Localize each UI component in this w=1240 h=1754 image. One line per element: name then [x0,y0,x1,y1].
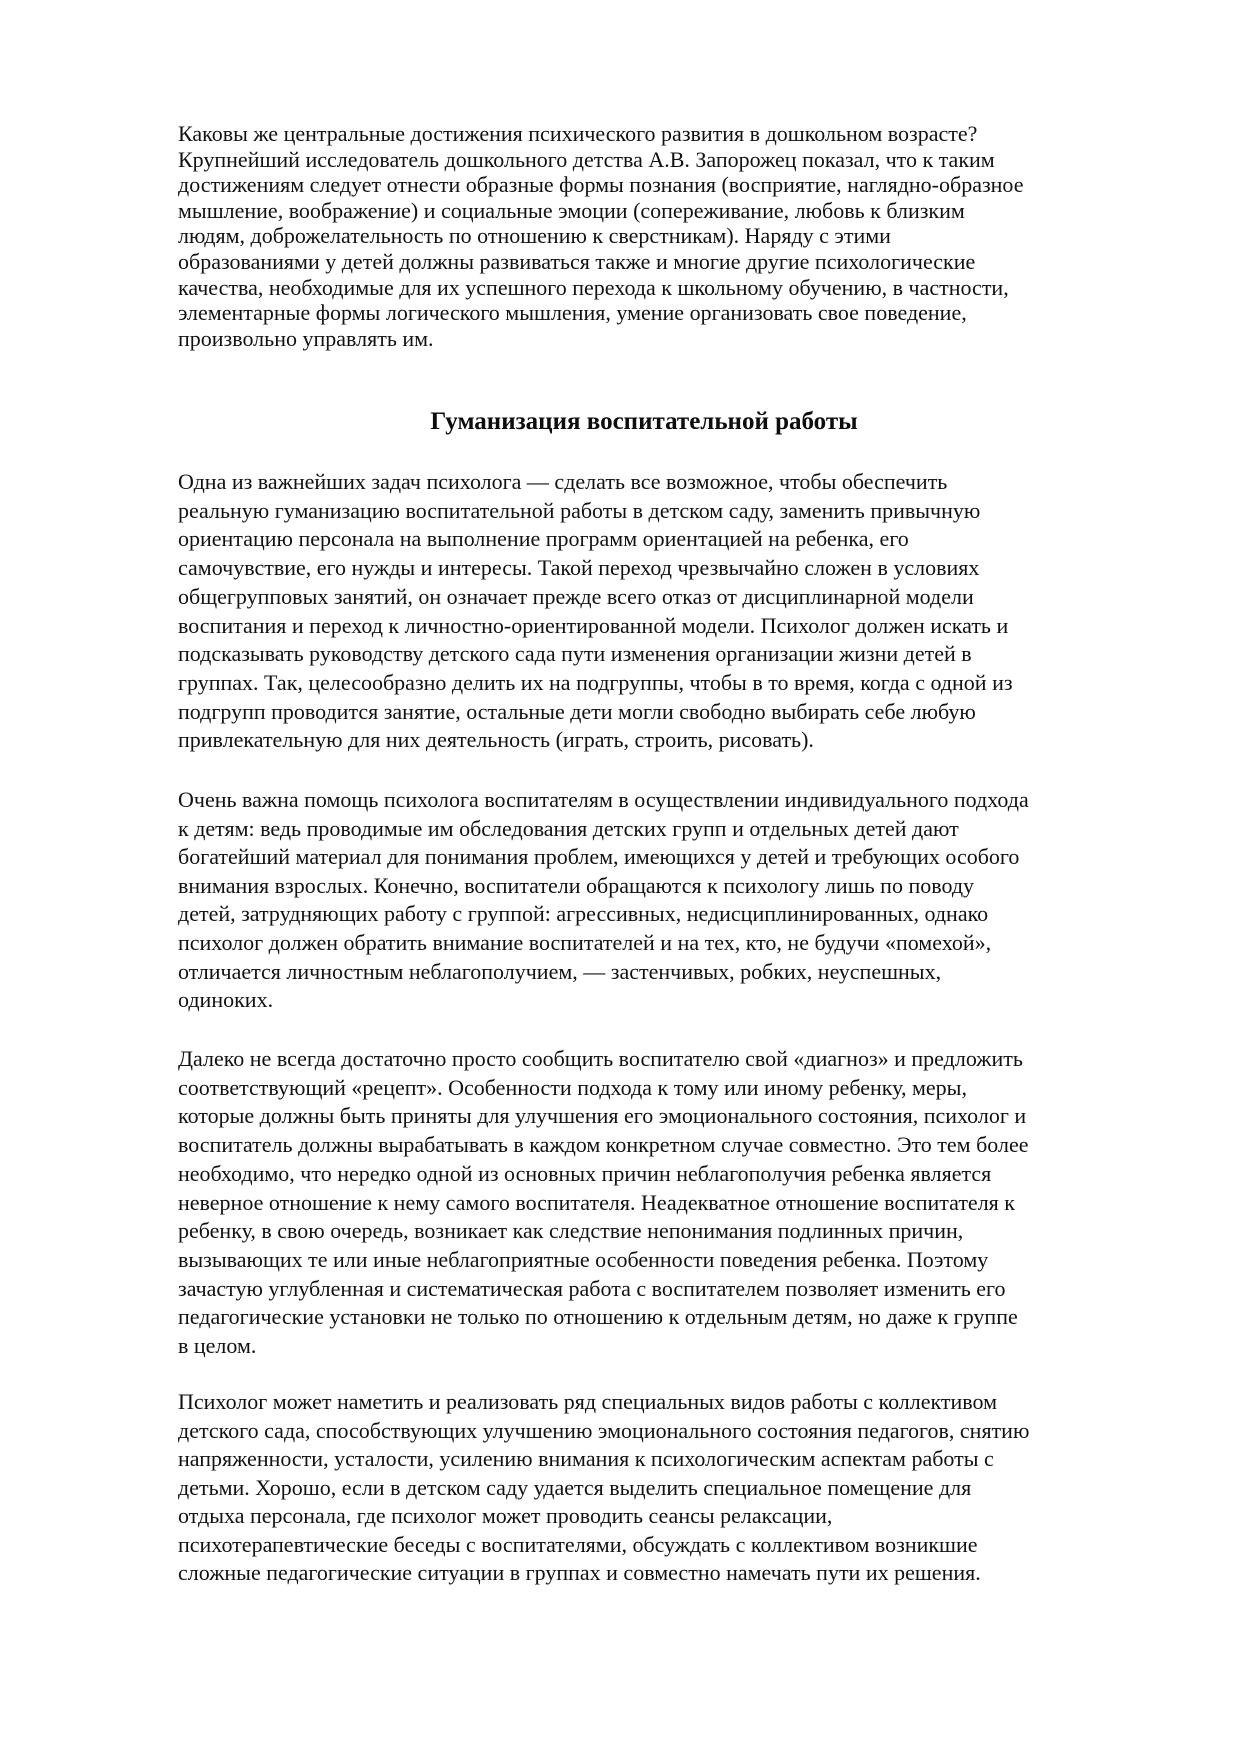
paragraph-staff-work [178,1388,1178,1588]
text-line: педагогические установки не только по отношению к отдельным детям, но даже к группе [178,1304,1018,1330]
text-line: зачастую углубленная и систематическая работа с воспитателем позволяет изменить его [178,1275,1006,1301]
text-line: самочувствие, его нужды и интересы. Такой переход чрезвычайно сложен в условиях [178,555,980,581]
text-line: подгрупп проводится занятие, остальные дети могли свободно выбирать себе любую [178,698,976,724]
section-heading-text: Гуманизация воспитательной работы [430,408,858,435]
text-line: богатейший материал для понимания проблем, имеющихся у детей и требующих особого [178,844,1020,870]
text-line: одиноких. [178,987,274,1013]
paragraph-humanization [178,468,1178,755]
text-line: детьми. Хорошо, если в детском саду удается выделить специальное помещение для [178,1474,972,1500]
text-line: внимания взрослых. Конечно, воспитатели обращаются к психологу лишь по поводу [178,872,975,898]
text-line: детского сада, способствующих улучшению эмоционального состояния педагогов, снятию [178,1417,1030,1443]
text-line: подсказывать руководству детского сада пути изменения организации жизни детей в [178,641,972,667]
text-line: напряженности, усталости, усилению внимания к психологическим аспектам работы с [178,1446,994,1471]
text-line: ребенку, в свою очередь, возникает как следствие непонимания подлинных причин, [178,1218,964,1244]
paragraph-diagnosis-recipe [178,1045,1178,1361]
text-line: которые должны быть приняты для улучшения его эмоционального состояния, психолог и [178,1103,1027,1129]
text-line: общегрупповых занятий, он означает прежде всего отказ от дисциплинарной модели [178,583,974,609]
text-line: воспитания и переход к личностно-ориентированной модели. Психолог должен искать и [178,612,1009,638]
text-line: необходимо, что нередко одной из основных причин неблагополучия ребенка является [178,1160,992,1186]
text-line: людям, доброжелательность по отношению к сверстникам). Наряду с этими [178,223,891,249]
text-line: ориентацию персонала на выполнение программ ориентацией на ребенка, его [178,526,909,552]
text-line: к детям: ведь проводимые им обследования детских групп и отдельных детей дают [178,815,959,841]
text-line: произвольно управлять им. [178,325,434,351]
text-line: отличается личностным неблагополучием, — застенчивых, робких, неуспешных, [178,958,942,984]
text-line: реальную гуманизацию воспитательной работы в детском саду, заменить привычную [178,497,981,523]
text-line: отдыха персонала, где психолог может проводить сеансы релаксации, [178,1503,833,1528]
text-line: Далеко не всегда достаточно просто сообщить воспитателю свой «диагноз» и предложить [178,1046,1023,1071]
text-line: воспитатель должны вырабатывать в каждом конкретном случае совместно. Это тем более [178,1132,1029,1158]
text-line: неверное отношение к нему самого воспитателя. Неадекватное отношение воспитателя к [178,1189,1015,1215]
text-line: качества, необходимые для их успешного перехода к школьному обучению, в частности, [178,274,1009,300]
text-line: мышление, воображение) и социальные эмоции (сопереживание, любовь к близким [178,197,965,223]
text-line: психолог должен обратить внимание воспитателей и на тех, кто, не будучи «помехой», [178,929,992,955]
text-line: в целом. [178,1333,257,1359]
text-line: образованиями у детей должны развиваться также и многие другие психологические [178,248,976,274]
text-line: Каковы же центральные достижения психического развития в дошкольном возрасте? [178,121,978,146]
text-line: привлекательную для них деятельность (играть, строить, рисовать). [178,727,814,753]
text-line: детей, затрудняющих работу с группой: агрессивных, недисциплинированных, однако [178,901,989,927]
text-line: элементарные формы логического мышления, умение организовать свое поведение, [178,300,967,326]
text-line: вызывающих те или иные неблагоприятные особенности поведения ребенка. Поэтому [178,1246,989,1272]
text-line: Одна из важнейших задач психолога — сделать все возможное, чтобы обеспечить [178,469,948,494]
section-heading [178,407,1110,437]
paragraph-individual-approach [178,786,1178,1015]
text-line: Крупнейший исследователь дошкольного детства А.В. Запорожец показал, что к таким [178,146,995,172]
text-line: группах. Так, целесообразно делить их на подгруппы, чтобы в то время, когда с одной из [178,669,1013,695]
text-line: достижениям следует отнести образные формы познания (восприятие, наглядно-образное [178,172,1024,198]
text-line: соответствующий «рецепт». Особенности подхода к тому или иному ребенку, меры, [178,1074,967,1100]
paragraph-preschool-achievements [178,121,1178,351]
text-line: Психолог может наметить и реализовать ряд специальных видов работы с коллективом [178,1389,998,1414]
text-line: сложные педагогические ситуации в группах и совместно намечать пути их решения. [178,1560,981,1585]
text-line: психотерапевтические беседы с воспитателями, обсуждать с коллективом возникшие [178,1531,978,1557]
text-line: Очень важна помощь психолога воспитателям в осуществлении индивидуального подхода [178,787,1029,812]
